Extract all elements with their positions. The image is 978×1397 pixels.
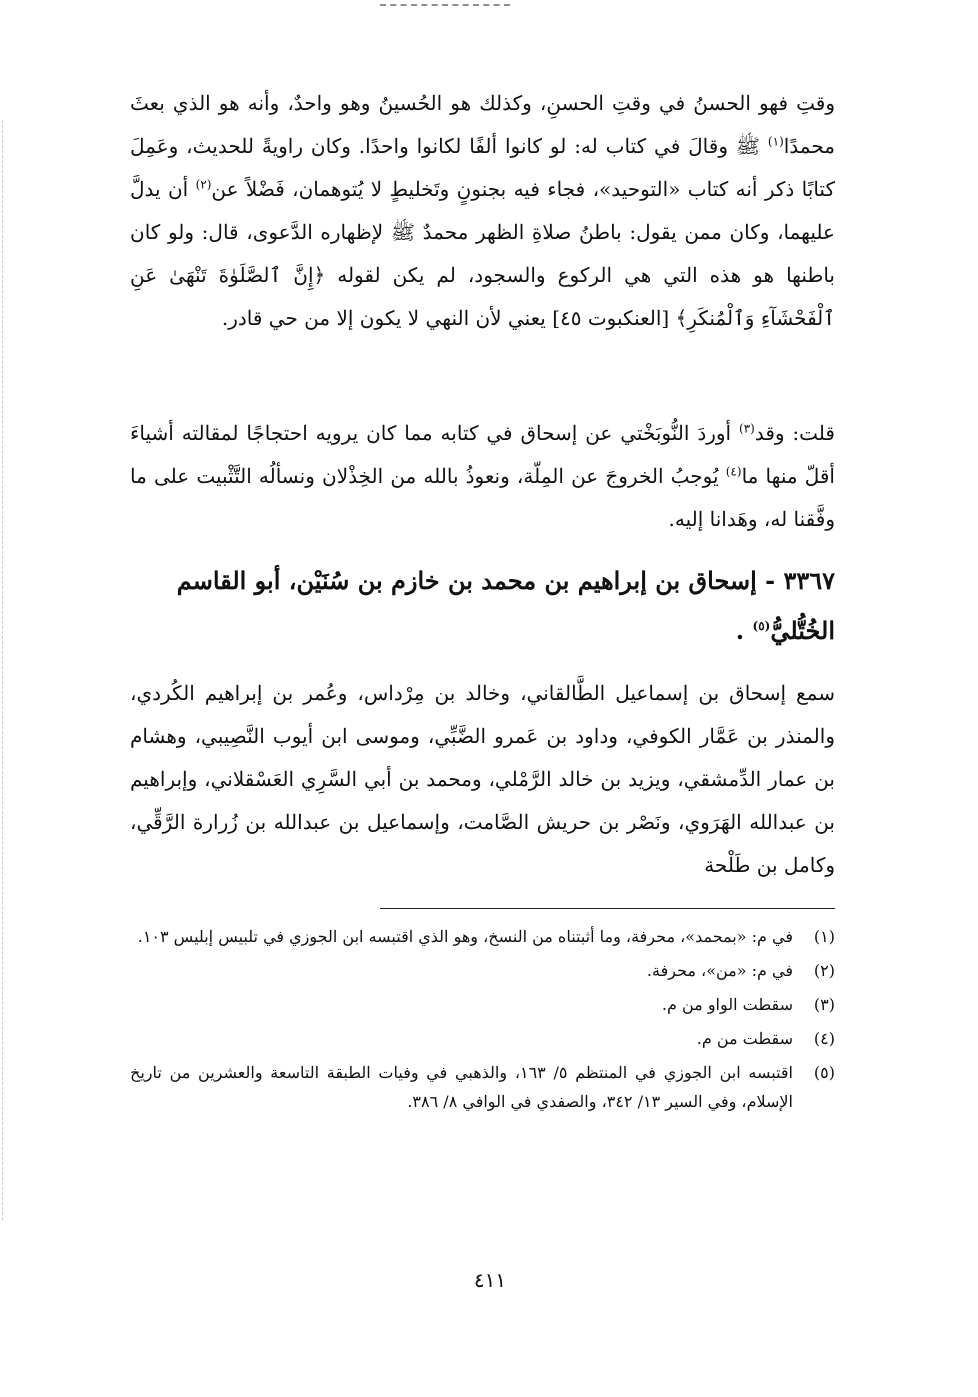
paragraph-1-part-b: ﷺ وقالَ في كتاب له: لو كانوا ألفًا لكانوا واحدًا. وكان راويةً للحديث، وعَمِلَ كتابًا ذكر أنه كتاب «التوحيد»، فجاء فيه بجنونٍ وتَخليطٍ لا يُتوهمان، فَضْلاً عن: [130, 134, 835, 201]
footnotes-list: [130, 922, 835, 1121]
footnote-text: سقطت من م.: [696, 1029, 793, 1048]
paragraph-3: [130, 672, 835, 887]
scan-edge-line: [2, 120, 3, 1220]
footnote-number: (٣): [813, 995, 835, 1014]
footnote-3: [130, 990, 835, 1019]
footnote-text: في م: «بمحمد»، محرفة، وما أثبتناه من النسخ، وهو الذي اقتبسه ابن الجوزي في تلبيس إبليس ١٠٣.: [137, 927, 793, 946]
footnote-separator: [380, 908, 835, 909]
footnote-text: اقتبسه ابن الجوزي في المنتظم ٥/ ١٦٣، والذهبي في وفيات الطبقة التاسعة والعشرين من تاريخ الإسلام، وفي السير ١٣/ ٣٤٢، والصفدي في الوافي ٨/ ٣٨٦.: [130, 1063, 794, 1111]
footnote-number: (٤): [813, 1029, 835, 1048]
footnote-text: سقطت الواو من م.: [661, 995, 793, 1014]
entry-heading-end: .: [735, 616, 753, 645]
paragraph-1-part-a: وقتِ فهو الحسنُ في وقتِ الحسنِ، وكذلك هو الحُسينُ وهو واحدٌ، وأنه هو الذي بعثَ محمدًا: [130, 91, 835, 158]
footnote-number: (١): [813, 927, 835, 946]
paragraph-2-part-c: يُوجبُ الخروجَ عن المِلّة، ونعوذُ بالله من الخِذْلان ونسألُه التَّثْبيت على ما وفَّقنا له، وهَدانا إليه.: [130, 464, 835, 531]
top-edge-mark: [380, 4, 510, 6]
footnote-ref-2[interactable]: (٢): [195, 177, 212, 192]
entry-heading-text: ٣٣٦٧ - إسحاق بن إبراهيم بن محمد بن خازم بن سُنَيْن، أبو القاسم الخُتُّليُّ: [176, 566, 835, 645]
paragraph-1: [130, 82, 835, 340]
footnote-2: [130, 956, 835, 985]
footnote-ref-5[interactable]: (٥): [752, 619, 771, 633]
footnote-number: (٥): [813, 1063, 835, 1082]
paragraph-2-part-b: أوردَ النُّوبَخْتي عن إسحاق في كتابه مما كان يرويه احتجاجًا لمقالته أشياءَ أقلّ منها ما: [130, 421, 835, 488]
paragraph-2: [130, 412, 835, 541]
paragraph-1-part-c: أن يدلَّ عليهما، وكان ممن يقول: باطنُ صلاةِ الظهر محمدٌ ﷺ لإظهاره الدَّعوى، قال: ولو كان باطنها هو هذه التي هي الركوع والسجود، لم يكن لقوله ﴿إِنَّ ٱلصَّلَوٰةَ تَنْهَىٰ عَنِ ٱلْفَحْشَآءِ وَٱلْمُنكَرِ﴾ [العنكبوت ٤٥] يعني لأن النهي لا يكون إلا من حي قادر.: [130, 177, 835, 330]
footnote-4: [130, 1024, 835, 1053]
footnote-5: [130, 1058, 835, 1116]
footnote-number: (٢): [813, 961, 835, 980]
entry-heading: [130, 556, 835, 656]
footnote-1: [130, 922, 835, 951]
paragraph-2-part-a: قلت: وقد: [754, 421, 835, 445]
footnote-ref-1[interactable]: (١): [767, 134, 784, 149]
footnote-text: في م: «من»، محرفة.: [646, 961, 793, 980]
footnote-ref-3[interactable]: (٣): [739, 421, 755, 436]
paragraph-3-text: سمع إسحاق بن إسماعيل الطَّالقاني، وخالد بن مِرْداس، وعُمر بن إبراهيم الكُردي، والمنذر بن عَمَّار الكوفي، وداود بن عَمرو الضَّبِّي، وموسى ابن أيوب النَّصِيبي، وهشام بن عمار الدِّمشقي، ويزيد بن خالد الرَّمْلي، ومحمد بن أبي السَّرِي العَسْقلاني، وإبراهيم بن عبدالله الهَرَوي، ونَصْر بن حريش الصَّامت، وإسماعيل بن عبدالله بن زُرارة الرَّقِّي، وكامل بن طَلْحة: [130, 681, 835, 877]
page-number: ٤١١: [473, 1268, 507, 1292]
footnote-ref-4[interactable]: (٤): [725, 464, 742, 479]
